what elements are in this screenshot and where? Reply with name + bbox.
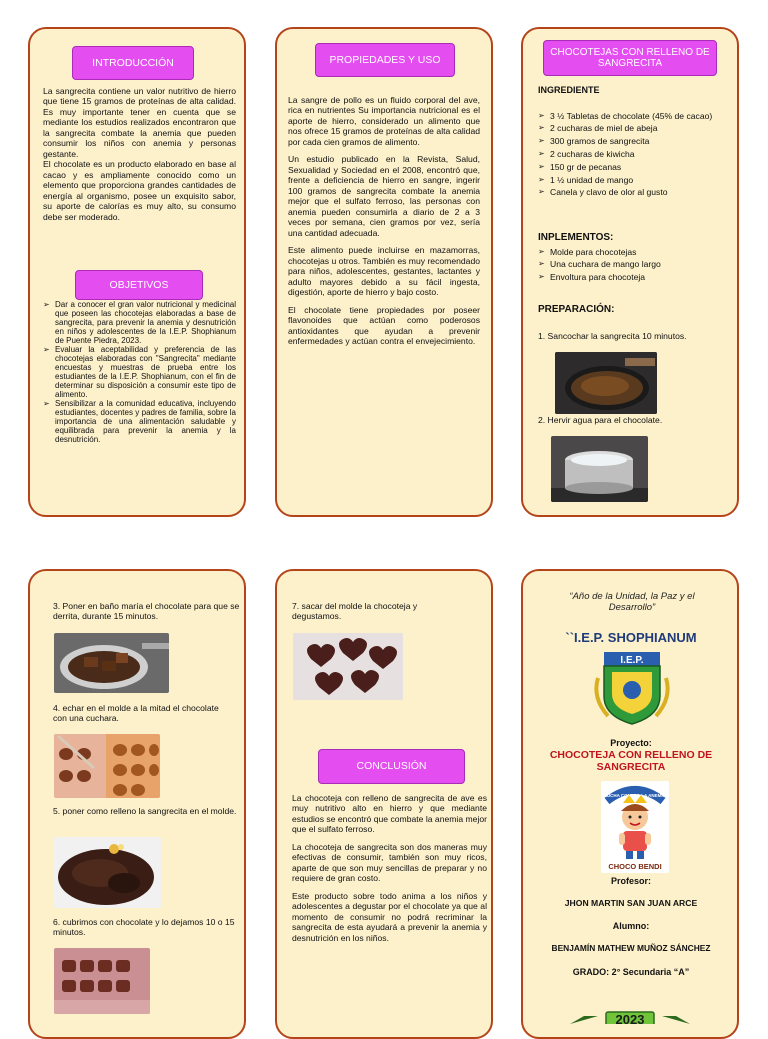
mascot-top-text: LUCHA CONTRA LA ANEMIA [604,793,666,798]
objetivo-item: ➢ Dar a conocer el gran valor nutricional y medicinal que poseen las chocotejas elaboradas a base de sangrecita, para prevenir la anemia y desnutrición en niños y adolescentes de la I.E.P. Shophianum de Puente Piedra, 2023. [43,300,236,345]
ingrediente-item: ➢ 300 gramos de sangrecita [538,135,730,148]
objetivos-list [43,300,236,445]
propiedades-para-3: Este alimento puede incluirse en mazamorras, chocotejas u otros. También es muy recomendado para niños, adolescentes, gestantes, lactantes y adulto mayores debido a su fácil ingesta, digestión, aporte de hierro y bajo costo. [288,245,480,298]
propiedades-para-4: El chocolate tiene propiedades por poseer flavonoides que actúan como poderosos antioxidantes que ayudan a prevenir enfermedades y actúan contra el envejecimiento. [288,304,480,347]
photo-molde-chocolate [54,734,160,798]
covered-mold-image [54,948,150,1014]
conclusion-para-2: La chocoteja de sangrecita son dos maneras muy efectivas de consumir, también son muy ricos, aparte de que son muy sencillas de preparar y no requiere de gran costo. [292,841,487,884]
step-3-text: 3. Poner en baño maría el chocolate para que se derrita, durante 15 minutos. [53,601,240,622]
ingrediente-item: ➢ 3 ½ Tabletas de chocolate (45% de cacao) [538,110,730,122]
mascot-icon [601,781,669,873]
school-logo [588,648,676,728]
step-6-text: 6. cubrimos con chocolate y lo dejamos 10 o 15 minutos. [53,917,235,938]
step-2-text: 2. Hervir agua para el chocolate. [538,415,663,425]
proyecto-label: Proyecto: [610,738,652,748]
step-4-text: 4. echar en el molde a la mitad el chocolate con una cuchara. [53,703,219,724]
year-badge [570,1010,690,1024]
pan-image [555,352,657,414]
step-1-text: 1. Sancochar la sangrecita 10 minutos. [538,331,687,341]
conclusion-title: CONCLUSIÓN [318,749,465,784]
propiedades-para-1: La sangre de pollo es un fluido corporal del ave, rica en nutrientes Su importancia nutricional es el aporte de hierro, considerado un alimento que nos ofrece 15 gramos de proteínas de alta calidad por cada cien gramos de alimento. [288,95,480,147]
conclusion-text [292,793,487,950]
objetivos-title: OBJETIVOS [75,270,203,300]
ingrediente-item: ➢ 2 cucharas de miel de abeja [538,122,730,135]
conclusion-para-3: Este producto sobre todo anima a los niños y adolescentes a degustar por el chocolate ya que al momento de consumir no podrá recriminar la sangrecita de esta ayudará a prevenir la anemia y desnutrición en los niños. [292,890,487,943]
ingrediente-item: ➢ 2 cucharas de kiwicha [538,148,730,161]
step-5-text: 5. poner como relleno la sangrecita en el molde. [53,806,237,816]
introduccion-para-1: La sangrecita contiene un valor nutritivo de hierro que tiene 15 gramos de proteínas de alta calidad. Es muy importante tener en cuenta que se mediante los estudios realizados encontraron que la sangrecita combate la anemia que pueden consumir los niños con anemia y personas gestante. [43,86,236,159]
photo-relleno-sangrecita [54,837,161,908]
preparacion-heading: PREPARACIÓN: [538,304,615,315]
implemento-item: ➢ Una cuchara de mango largo [538,258,730,270]
ingrediente-heading: INGREDIENTE [538,85,600,95]
photo-cubrir-chocolate [54,948,150,1014]
photo-hervir-agua [551,436,648,502]
pot-image [551,436,648,502]
step-7-text: 7. sacar del molde la chocoteja y degustamos. [292,601,418,622]
implementos-list [538,246,730,283]
ingrediente-item: ➢ 150 gr de pecanas [538,161,730,174]
propiedades-text [288,95,480,354]
grado: GRADO: 2° Secundaria “A” [572,967,690,977]
mascot-image [601,781,669,873]
motto: “Año de la Unidad, la Paz y el Desarrollo” [569,591,695,613]
conclusion-para-1: La chocoteja con relleno de sangrecita de ave es muy nutritivo alto en hierro y que mediante estudios se encontró que combate la anemia mejor que el sulfato ferroso. [292,793,487,835]
year-text: 2023 [615,1012,645,1024]
implemento-item: ➢ Envoltura para chocoteja [538,271,730,283]
photo-chocotejas-servidas [293,633,403,700]
chocotejas-image [293,633,403,700]
mascot-bottom-text: CHOCO BENDI [608,862,662,871]
propiedades-title: PROPIEDADES Y USO [315,43,455,77]
school-name: ``I.E.P. SHOPHIANUM [565,630,697,645]
mold-image [54,734,160,798]
propiedades-para-2: Un estudio publicado en la Revista, Salud, Sexualidad y Sociedad en el 2008, encontró que, frente a deficiencia de hierro en sangre, ingerir 100 gramos de sangrecita combate la anemia mejor que el sulfato ferroso, las personas con anemia pueden consumirla a diario de 2 a 3 veces por semana, cien gramos por vez, sería una cantidad adecuada. [288,154,480,238]
implemento-item: ➢ Molde para chocotejas [538,246,730,258]
profesor-label: Profesor: [610,876,651,886]
melting-chocolate-image [54,633,169,693]
ingrediente-item: ➢ Canela y clavo de olor al gusto [538,186,730,199]
receta-title: CHOCOTEJAS CON RELLENO DE SANGRECITA [543,40,717,76]
objetivo-item: ➢ Sensibilizar a la comunidad educativa, incluyendo estudiantes, docentes y padres de familia, sobre la importancia de una alimentación saludable y equilibrada para prevenir la anemia y la desnutrición. [43,399,236,444]
ingrediente-item: ➢ 1 ½ unidad de mango [538,174,730,187]
alumno-name: BENJAMÍN MATHEW MUÑOZ SÁNCHEZ [551,943,711,953]
photo-sancochar-sangrecita [555,352,657,414]
logo-text: I.E.P. [620,655,644,666]
filling-image [54,837,161,908]
shield-logo-icon [588,648,676,728]
objetivo-item: ➢ Evaluar la aceptabilidad y preferencia de las chocotejas elaboradas con "Sangrecita" mediante encuestas y muestras de prueba entre los estudiantes de la I.E.P. Shophianum, con el fin de determinar su disposición a consumir este tipo de alimento. [43,345,236,399]
introduccion-title: INTRODUCCIÓN [72,46,194,80]
implementos-heading: INPLEMENTOS: [538,232,614,243]
alumno-label: Alumno: [612,921,650,931]
profesor-name: JHON MARTIN SAN JUAN ARCE [564,898,698,908]
proyecto-name: CHOCOTEJA CON RELLENO DE SANGRECITA [549,749,713,774]
ingredientes-list [538,110,730,199]
introduccion-para-2: El chocolate es un producto elaborado en base al cacao y es ampliamente conocido como un elemento que proporciona grandes cantidades de energía al organismo, posee un exquisito sabor, su aporte de calorías es muy alto, su consumo debe ser moderado. [43,159,236,222]
introduccion-text [43,86,236,222]
photo-bano-maria [54,633,169,693]
